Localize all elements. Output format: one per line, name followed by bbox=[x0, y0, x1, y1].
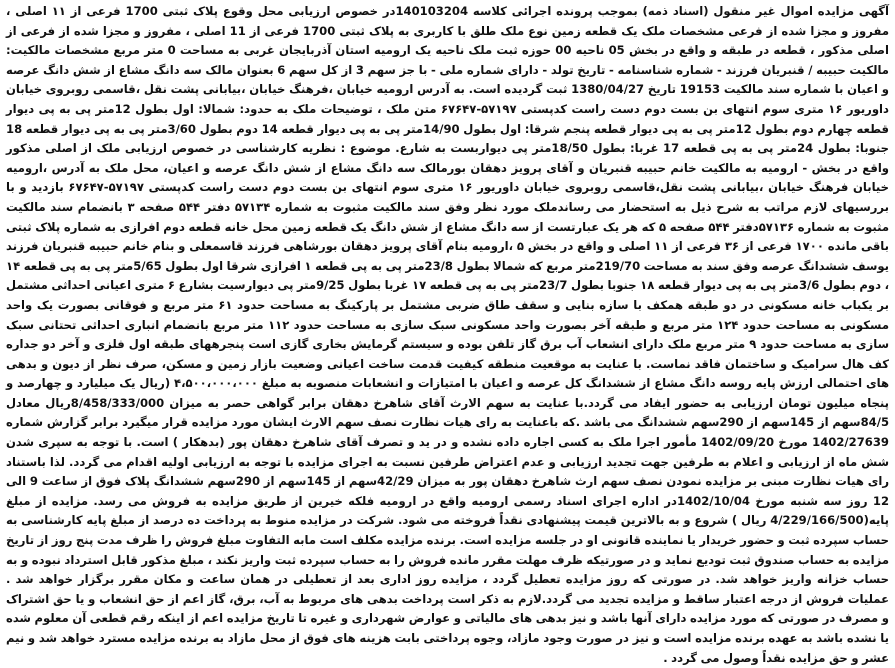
auction-notice-text: آگهی مزایده اموال غیر منقول (اسناد ذمه) بموجب پرونده اجرائی کلاسه 140103204در خصوص ارزیابی محل وقوع پلاک ثبتی 1700 فرعی از ۱۱ اصلی ، مفروز و مجزا شده از فرعی مشخصات ملک یک قطعه زمین نوع ملک طلق با کاربری به پلاک ثبتی 1700 فرعی از 11 اصلی ، مفروز و مجزا شده از فرعی از اصلی مذکور ، قطعه در طبقه و واقع در بخش 05 ناحیه 00 حوزه ثبت ملک ناحیه یک ارومیه استان آذربایجان غربی به مساحت 0 متر مربع مشخصات مالکیت: مالکیت حبیبه / قنبریان فرزند - شماره شناسنامه - تاریخ تولد - دارای شماره ملی - با جز سهم 3 از کل سهم 6 بعنوان مالک سه دانگ مشاع از شش دانگ عرصه و اعیان با شماره سند مالکیت 19153 تاریخ 1380/04/27 ثبت گردیده است. به آدرس ارومیه خیابان ،فرهنگ خیابان ،بیابانی پشت نقل ،قاسمی روبروی خیابان داوریور ۱۶ متری سوم انتهای بن بست دوم دست راست کدپستی ۵۷۱۹۷-۶۷۶۴۷ متن ملک ، توضیحات ملک به حدود: شمالا: اول بطول 12متر پی به پی دیوار قطعه چهارم دوم بطول 12متر پی به پی دیوار قطعه پنجم شرقا: اول بطول 14/90متر پی به پی دیوار قطعه 14 دوم بطول 3/60متر پی به پی دیوار قطعه 18 جنوبا: بطول 24متر پی به پی قطعه 17 غربا: بطول 18/50متر پی دیواربست به شارع. موضوع : نظریه کارشناسی در خصوص ارزیابی ملک از اصلی مذکور واقع در بخش - ارومیه به مالکیت خانم حبیبه قنبریان و آقای پرویز دهقان بورمالک سه دانگ مشاع از شش دانگ عرصه و اعیان، محل ملک به آدرس ،ارومیه خیابان فرهنگ خیابان ،بیابانی پشت نقل،قاسمی روبروی خیابان داوریور ۱۶ متری سوم انتهای بن بست دوم دست راست کدپستی ۵۷۱۹۷-۶۷۶۴۷ بازدید و با بررسیهای لازم مراتب به شرح ذیل به استحضار می رساندملک مورد نظر وفق سند مالکیت مثبوت به شماره ۵۷۱۳۴ دفتر ۵۴۴ صفحه ۳ بانضمام سند مالکیت مثبوت به شماره ۵۷۱۳۶دفتر ۵۴۴ صفحه ۵ که هر یک عبارتست از سه دانگ مشاع از شش دانگ یک قطعه زمین محل خانه قطعه دوم افرازی به شماره پلاک ثبتی باقی مانده ۱۷۰۰ فرعی از ۳۶ فرعی از ۱۱ اصلی و واقع در بخش ۵ ،ارومیه بنام آقای پرویز دهقان بورشاهی فرزند قاسمعلی و بنام خانم حبیبه قنبریان فرزند یوسف ششدانگ عرصه وفق سند به مساحت 219/70متر مربع که شمالا بطول 23/8متر پی به پی قطعه ۱ افرازی شرقا اول بطول 5/65متر پی به پی قطعه ۱۴ ، دوم بطول 3/6متر پی به پی دیوار قطعه ۱۸ جنوبا بطول 23/7متر پی به پی قطعه ۱۷ غربا بطول 9/25متر پی دیوارسیت بشارع ۶ متری اعیانی احداثی مشتمل بر یکباب خانه مسکونی در دو طبقه همکف با سازه بنایی و سقف طاق ضربی مشتمل بر پارکینگ به مساحت حدود ۶۱ متر مربع و فوقانی بصورت یک واحد مسکونی به مساحت حدود ۱۲۴ متر مربع و طبقه آخر بصورت واحد مسکونی سبک سازی به مساحت حدود ۱۱۲ متر مربع بانضمام انباری احداثی تحتانی سبک سازی به مساحت حدود ۹ متر مربع ملک دارای انشعاب آب برق گاز تلفن بوده و سیستم گرمایش بخاری گازی است پنجرههای طبقه اول فلزی و آخر دو جداره کف هال سرامیک و ساختمان فاقد نماست. با عنایت به موقعیت منطقه کیفیت قدمت ساخت اعیانی وضعیت بازار زمین و مسکن، صرف نظر از دیون و بدهی های احتمالی ارزش پایه روسه دانگ مشاع از ششدانگ کل عرصه و اعیان با امتیازات و انشعابات منصوبه به مبلغ ۴،۵۰۰،۰۰۰،۰۰۰ (ریال یک میلیارد و چهارصد و پنجاه میلیون تومان ارزیابی به حضور ایفاد می گردد.با عنایت به سهم الارث آقای شاهرخ دهقان برابر گواهی حصر به میزان 8/458/333/000ریال معادل 84/5سهم از 145سهم از 290سهم ششدانگ می باشد .که باعنایت به رای هیات نظارت نصف سهم الارث ایشان مورد مزایده قرار میگیرد برابر گزارش شماره 1402/27639 مورخ 1402/09/20 مأمور اجرا ملک به کسی اجاره داده نشده و در ید و تصرف آقای شاهرخ دهقان پور (بدهکار ) است. با توجه به سپری شدن شش ماه از ارزیابی و اعلام به طرفین جهت تجدید ارزیابی و عدم اعتراض طرفین نسبت به اجرای مزایده با توجه به ارزیابی اولیه اقدام می گردد. لذا باستناد رای هیات نظارت مبنی بر مزایده نمودن نصف سهم ارث شاهرخ دهقان پور به میزان 42/29سهم از 145سهم از 290سهم ششدانگ پلاک فوق از ساعت 9 الی 12 روز سه شنبه مورخ 1402/10/04در اداره اجرای اسناد رسمی ارومیه واقع در ارومیه فلکه خیرین از طریق مزایده به فروش می رسد. مزایده از مبلغ پایه(4/229/166/500 ریال ) شروع و به بالاترین قیمت پیشنهادی نقداً فروخته می شود. شرکت در مزایده منوط به پرداخت ده درصد از مبلغ پایه کارشناسی به حساب سپرده ثبت و حضور خریدار یا نماینده قانونی او در جلسه مزایده است. برنده مزایده مکلف است مابه التفاوت مبلغ فروش را ظرف مدت پنج روز از تاریخ مزایده به حساب صندوق ثبت تودیع نماید و در صورتیکه ظرف مهلت مقرر مانده فروش را به حساب سپرده ثبت واریز نکند ، مبلغ مذکور قابل استرداد نبوده و به حساب خزانه واریز خواهد شد. در صورتی که روز مزایده تعطیل گردد ، مزایده روز اداری بعد از تعطیلی در همان ساعت و مکان مقرر برگزار خواهد شد . عملیات فروش از درجه اعتبار ساقط و مزایده تجدید می گردد.لازم به ذکر است پرداخت بدهی های مربوط به آب، برق، گاز اعم از حق انشعاب و یا حق اشتراک و مصرف در صورتی که مورد مزایده دارای آنها باشد و نیز بدهی های مالیاتی و عوارض شهرداری و غیره تا تاریخ مزایده اعم از اینکه رقم قطعی آن معلوم شده یا نشده باشد به عهده برنده مزایده است و نیز در صورت وجود مازاد، وجوه پرداختی بابت هزینه های فوق از محل مازاد به برنده مزایده مسترد خواهد شد و نیم عشر و حق مزایده نقداً وصول می گردد . bbox=[6, 4, 890, 665]
